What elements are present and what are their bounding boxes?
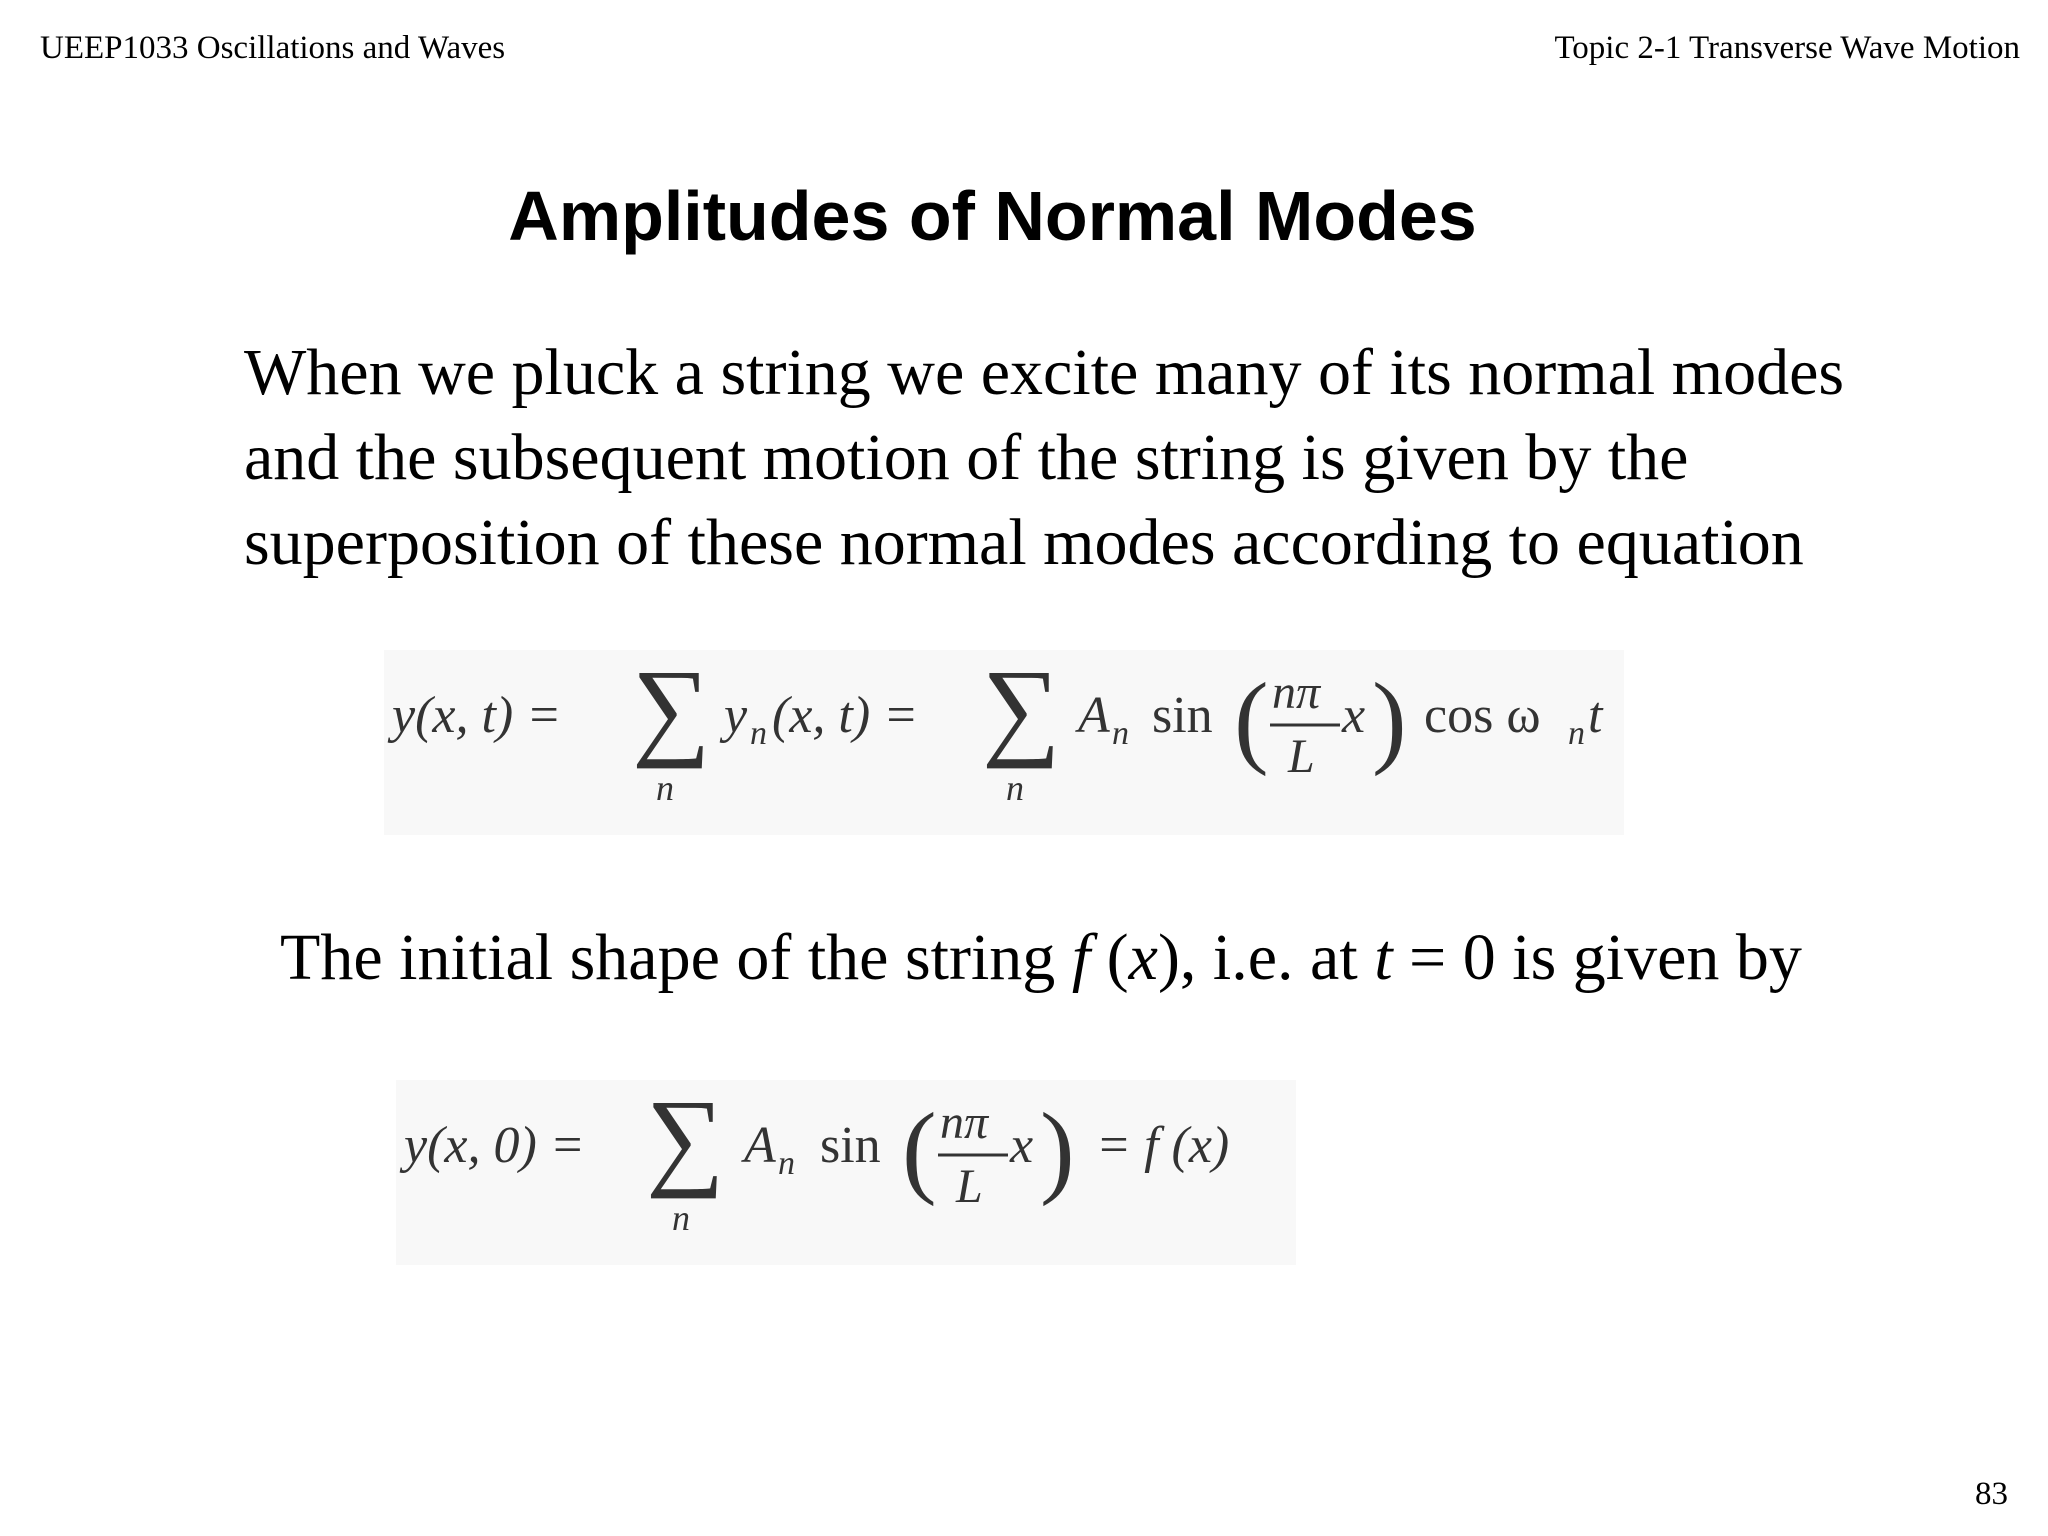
eq1-yn: y xyxy=(724,687,748,744)
eq1-sin: sin xyxy=(1152,687,1213,744)
eq1-lhs: y(x, t) = xyxy=(392,687,562,744)
eq2-denominator: L xyxy=(956,1160,983,1213)
superposition-equation xyxy=(384,650,1624,835)
eq1-x: x xyxy=(1342,687,1366,744)
eq1-sum-index-2: n xyxy=(1006,768,1024,808)
eq1-denominator: L xyxy=(1288,730,1315,783)
eq1-sum-index-1: n xyxy=(656,768,674,808)
sum-symbol: ∑ xyxy=(982,650,1061,769)
initial-text-part: = 0 is given by xyxy=(1392,921,1802,994)
eq1-cos-sub: n xyxy=(1568,715,1585,752)
eq2-x: x xyxy=(1010,1117,1034,1174)
sum-symbol: ∑ xyxy=(632,650,711,769)
eq1-coef-sub: n xyxy=(1112,715,1129,752)
eq1-yn-args: (x, t) = xyxy=(772,687,919,744)
initial-shape-equation xyxy=(396,1080,1296,1265)
page-number: 83 xyxy=(1975,1476,2008,1512)
topic-header: Topic 2-1 Transverse Wave Motion xyxy=(1554,30,2020,66)
initial-text-f: f xyxy=(1071,921,1091,994)
eq2-coef: A xyxy=(744,1117,776,1174)
eq1-coef: A xyxy=(1078,687,1110,744)
left-paren-icon: ( xyxy=(1234,662,1269,777)
eq1-t: t xyxy=(1588,687,1603,744)
eq1-cos: cos ω xyxy=(1424,687,1541,744)
initial-text-t: t xyxy=(1374,921,1393,994)
initial-text-x: x xyxy=(1128,921,1158,994)
initial-text-part: ( xyxy=(1090,921,1129,994)
eq2-sum-index: n xyxy=(672,1198,690,1238)
intro-line: and the subsequent motion of the string is given by the xyxy=(244,421,1689,494)
left-paren-icon: ( xyxy=(902,1092,937,1207)
eq1-yn-sub: n xyxy=(750,715,767,752)
eq2-numerator: nπ xyxy=(940,1096,989,1149)
intro-paragraph xyxy=(244,330,2004,585)
intro-line: superposition of these normal modes according to equation xyxy=(244,506,1804,579)
initial-text-part: The initial shape of the string xyxy=(280,921,1072,994)
initial-shape-text xyxy=(280,920,1802,996)
eq2-coef-sub: n xyxy=(778,1145,795,1182)
intro-line: When we pluck a string we excite many of its normal modes xyxy=(244,336,1845,409)
right-paren-icon: ) xyxy=(1372,662,1407,777)
eq2-rhs: = f (x) xyxy=(1096,1117,1230,1174)
eq1-numerator: nπ xyxy=(1272,666,1321,719)
initial-text-part: ), i.e. at xyxy=(1157,921,1375,994)
eq2-lhs: y(x, 0) = xyxy=(404,1117,585,1174)
slide-title: Amplitudes of Normal Modes xyxy=(508,177,1477,255)
course-header: UEEP1033 Oscillations and Waves xyxy=(40,30,506,66)
sum-symbol: ∑ xyxy=(646,1080,725,1199)
right-paren-icon: ) xyxy=(1040,1092,1075,1207)
eq2-sin: sin xyxy=(820,1117,881,1174)
